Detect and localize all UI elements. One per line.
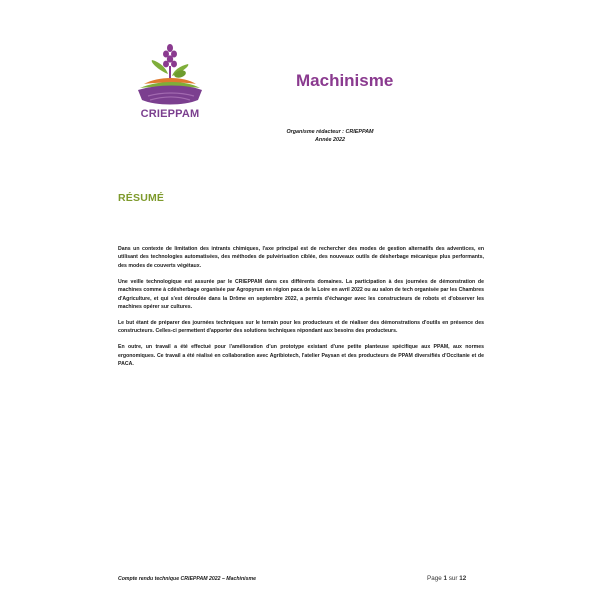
paragraph: En outre, un travail a été effectué pour l'amélioration d'un prototype existant d'une petite planteuse spécifique aux PPAM, aux normes ergonomiques. Ce travail a été réalisé en collaboration avec Agribiotech, l'atelier Paysan et des producteurs de PPAM diversifiés d'Occitanie et de PACA. — [118, 344, 484, 367]
logo-graphic — [128, 40, 212, 108]
summary-body — [118, 245, 484, 376]
paragraph: Le but étant de préparer des journées techniques sur le terrain pour les producteurs et de réaliser des démonstrations d'outils en présence des constructeurs. Celles-ci permettent d'apporter des solutions techniques répondant aux besoins des producteurs. — [118, 319, 484, 335]
current-page: 1 — [443, 575, 447, 582]
page-label: Page — [427, 575, 442, 582]
page-number — [427, 575, 466, 582]
section-heading: RÉSUMÉ — [118, 192, 165, 204]
footer-report-title: Compte rendu technique CRIEPPAM 2022 – Machinisme — [118, 576, 256, 582]
paragraph: Une veille technologique est assurée par le CRIEPPAM dans ces différents domaines. La participation à des journées de démonstration de machines comme à cdésherbage organisée par Agropyrum en région paca de la Loire en avril 2022 ou au salon de tech organisée par les Chambres d'Agriculture, et qui s'est déroulée dans la Drôme en septembre 2022, a permis d'échanger avec les constructeurs de robots et d'observer les machines opérer sur cultures. — [118, 278, 484, 310]
document-title: Machinisme — [296, 71, 394, 90]
organisation-line: Organisme rédacteur : CRIEPPAM — [286, 129, 374, 135]
page-sur: sur — [448, 575, 458, 582]
document-meta — [250, 128, 410, 144]
logo-text: CRIEPPAM — [140, 108, 200, 120]
paragraph: Dans un contexte de limitation des intrants chimiques, l'axe principal est de rechercher des modes de gestion alternatifs des adventices, en utilisant des technologies automatisées, des méthodes de pulvérisation ciblée, des nouveaux outils de désherbage mécanique plus performants, des modes de couverts végétaux. — [118, 246, 484, 269]
total-pages: 12 — [459, 575, 467, 582]
year-line: Année 2022 — [315, 137, 345, 143]
crieppam-logo — [128, 40, 212, 124]
